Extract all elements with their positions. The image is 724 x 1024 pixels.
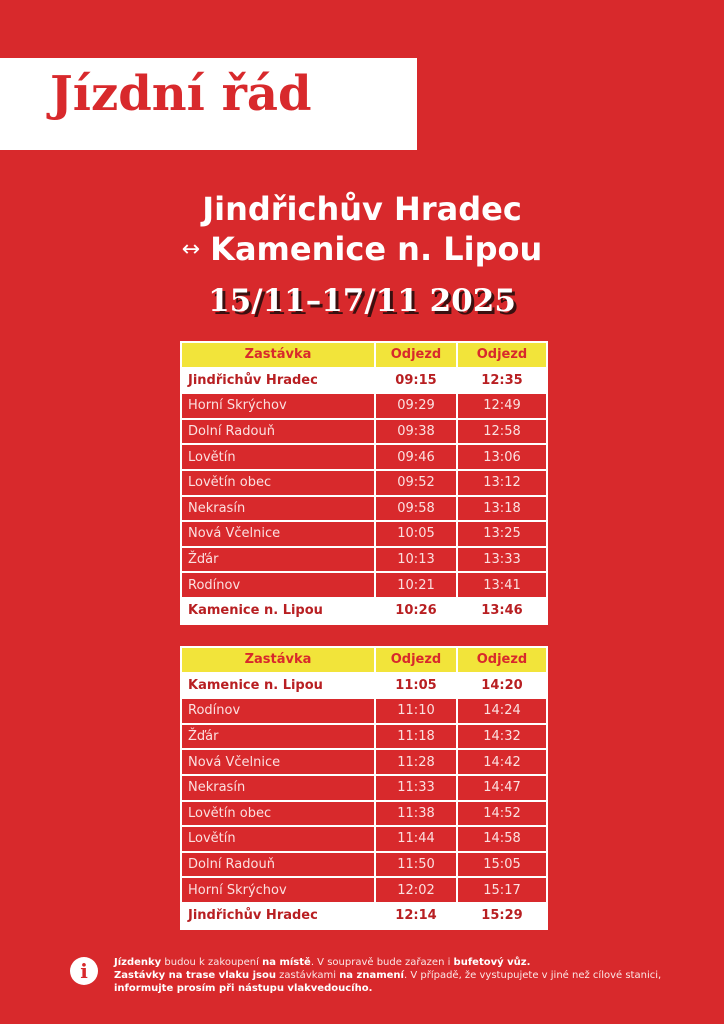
bidirectional-arrow-icon: ↔ xyxy=(181,237,201,262)
departure-time-cell: 11:28 xyxy=(375,749,457,775)
table-row xyxy=(181,598,547,624)
stop-name-cell: Lovětín xyxy=(181,444,375,470)
stop-name-cell: Kamenice n. Lipou xyxy=(181,598,375,624)
departure-time-cell: 09:29 xyxy=(375,393,457,419)
column-header-departure: Odjezd xyxy=(457,647,547,673)
table-row xyxy=(181,749,547,775)
stop-name-cell: Nová Včelnice xyxy=(181,521,375,547)
table-row xyxy=(181,393,547,419)
table-row xyxy=(181,673,547,699)
departure-time-cell: 13:33 xyxy=(457,547,547,573)
departure-time-cell: 12:49 xyxy=(457,393,547,419)
timetable-outbound xyxy=(180,341,548,625)
note-text: Jízdenky xyxy=(114,957,162,968)
table-row xyxy=(181,444,547,470)
stop-name-cell: Lovětín xyxy=(181,826,375,852)
departure-time-cell: 12:58 xyxy=(457,419,547,445)
table-row xyxy=(181,572,547,598)
note-text: . V soupravě bude zařazen i xyxy=(310,957,454,968)
departure-time-cell: 14:24 xyxy=(457,698,547,724)
table-row xyxy=(181,698,547,724)
departure-time-cell: 13:06 xyxy=(457,444,547,470)
departure-time-cell: 11:05 xyxy=(375,673,457,699)
table-row xyxy=(181,470,547,496)
stop-name-cell: Nová Včelnice xyxy=(181,749,375,775)
column-header-departure: Odjezd xyxy=(375,342,457,368)
note-text: bufetový vůz. xyxy=(453,957,531,968)
stop-name-cell: Kamenice n. Lipou xyxy=(181,673,375,699)
departure-time-cell: 09:38 xyxy=(375,419,457,445)
stop-name-cell: Nekrasín xyxy=(181,496,375,522)
stop-name-cell: Horní Skrýchov xyxy=(181,393,375,419)
note-text: informujte prosím při nástupu vlakvedoucího. xyxy=(114,983,373,994)
table-row xyxy=(181,801,547,827)
departure-time-cell: 13:41 xyxy=(457,572,547,598)
info-note xyxy=(114,956,674,995)
departure-time-cell: 13:25 xyxy=(457,521,547,547)
departure-time-cell: 09:46 xyxy=(375,444,457,470)
note-text: . V případě, že vystupujete v jiné než cílové stanici, xyxy=(403,970,662,981)
date-range: 15/11–17/11 2025 xyxy=(208,283,516,319)
note-text: na místě xyxy=(262,957,311,968)
table-row xyxy=(181,419,547,445)
departure-time-cell: 12:35 xyxy=(457,368,547,394)
stop-name-cell: Nekrasín xyxy=(181,775,375,801)
route-origin: Jindřichův Hradec xyxy=(202,190,522,228)
column-header-stop: Zastávka xyxy=(181,647,375,673)
stop-name-cell: Dolní Radouň xyxy=(181,419,375,445)
note-text: Zastávky na trase vlaku jsou xyxy=(114,970,276,981)
departure-time-cell: 10:26 xyxy=(375,598,457,624)
stop-name-cell: Jindřichův Hradec xyxy=(181,903,375,929)
departure-time-cell: 11:18 xyxy=(375,724,457,750)
info-icon: i xyxy=(70,957,98,985)
departure-time-cell: 10:05 xyxy=(375,521,457,547)
departure-time-cell: 14:20 xyxy=(457,673,547,699)
departure-time-cell: 13:18 xyxy=(457,496,547,522)
departure-time-cell: 15:29 xyxy=(457,903,547,929)
departure-time-cell: 14:58 xyxy=(457,826,547,852)
stop-name-cell: Dolní Radouň xyxy=(181,852,375,878)
departure-time-cell: 15:05 xyxy=(457,852,547,878)
departure-time-cell: 12:14 xyxy=(375,903,457,929)
column-header-departure: Odjezd xyxy=(457,342,547,368)
route-destination: Kamenice n. Lipou xyxy=(210,230,543,268)
table-row xyxy=(181,903,547,929)
departure-time-cell: 14:32 xyxy=(457,724,547,750)
table-header-row xyxy=(181,647,547,673)
departure-time-cell: 11:38 xyxy=(375,801,457,827)
note-text: budou k zakoupení xyxy=(161,957,263,968)
table-row xyxy=(181,826,547,852)
stop-name-cell: Lovětín obec xyxy=(181,801,375,827)
route-destination-line xyxy=(0,230,724,273)
departure-time-cell: 11:50 xyxy=(375,852,457,878)
table-row xyxy=(181,877,547,903)
stop-name-cell: Žďár xyxy=(181,724,375,750)
departure-time-cell: 14:47 xyxy=(457,775,547,801)
departure-time-cell: 10:21 xyxy=(375,572,457,598)
departure-time-cell: 09:52 xyxy=(375,470,457,496)
table-row xyxy=(181,521,547,547)
stop-name-cell: Lovětín obec xyxy=(181,470,375,496)
departure-time-cell: 12:02 xyxy=(375,877,457,903)
table-row xyxy=(181,496,547,522)
departure-time-cell: 09:58 xyxy=(375,496,457,522)
departure-time-cell: 11:44 xyxy=(375,826,457,852)
departure-time-cell: 15:17 xyxy=(457,877,547,903)
departure-time-cell: 14:42 xyxy=(457,749,547,775)
note-text: zastávkami xyxy=(276,970,340,981)
table-row xyxy=(181,775,547,801)
table-row xyxy=(181,724,547,750)
note-text: na znamení xyxy=(339,970,404,981)
departure-time-cell: 11:10 xyxy=(375,698,457,724)
page-title: Jízdní řád xyxy=(50,66,312,122)
timetable-return xyxy=(180,646,548,930)
departure-time-cell: 10:13 xyxy=(375,547,457,573)
departure-time-cell: 13:12 xyxy=(457,470,547,496)
departure-time-cell: 09:15 xyxy=(375,368,457,394)
stop-name-cell: Jindřichův Hradec xyxy=(181,368,375,394)
departure-time-cell: 11:33 xyxy=(375,775,457,801)
column-header-departure: Odjezd xyxy=(375,647,457,673)
column-header-stop: Zastávka xyxy=(181,342,375,368)
stop-name-cell: Rodínov xyxy=(181,698,375,724)
table-row xyxy=(181,852,547,878)
departure-time-cell: 13:46 xyxy=(457,598,547,624)
stop-name-cell: Horní Skrýchov xyxy=(181,877,375,903)
stop-name-cell: Rodínov xyxy=(181,572,375,598)
table-header-row xyxy=(181,342,547,368)
table-row xyxy=(181,368,547,394)
departure-time-cell: 14:52 xyxy=(457,801,547,827)
stop-name-cell: Žďár xyxy=(181,547,375,573)
table-row xyxy=(181,547,547,573)
